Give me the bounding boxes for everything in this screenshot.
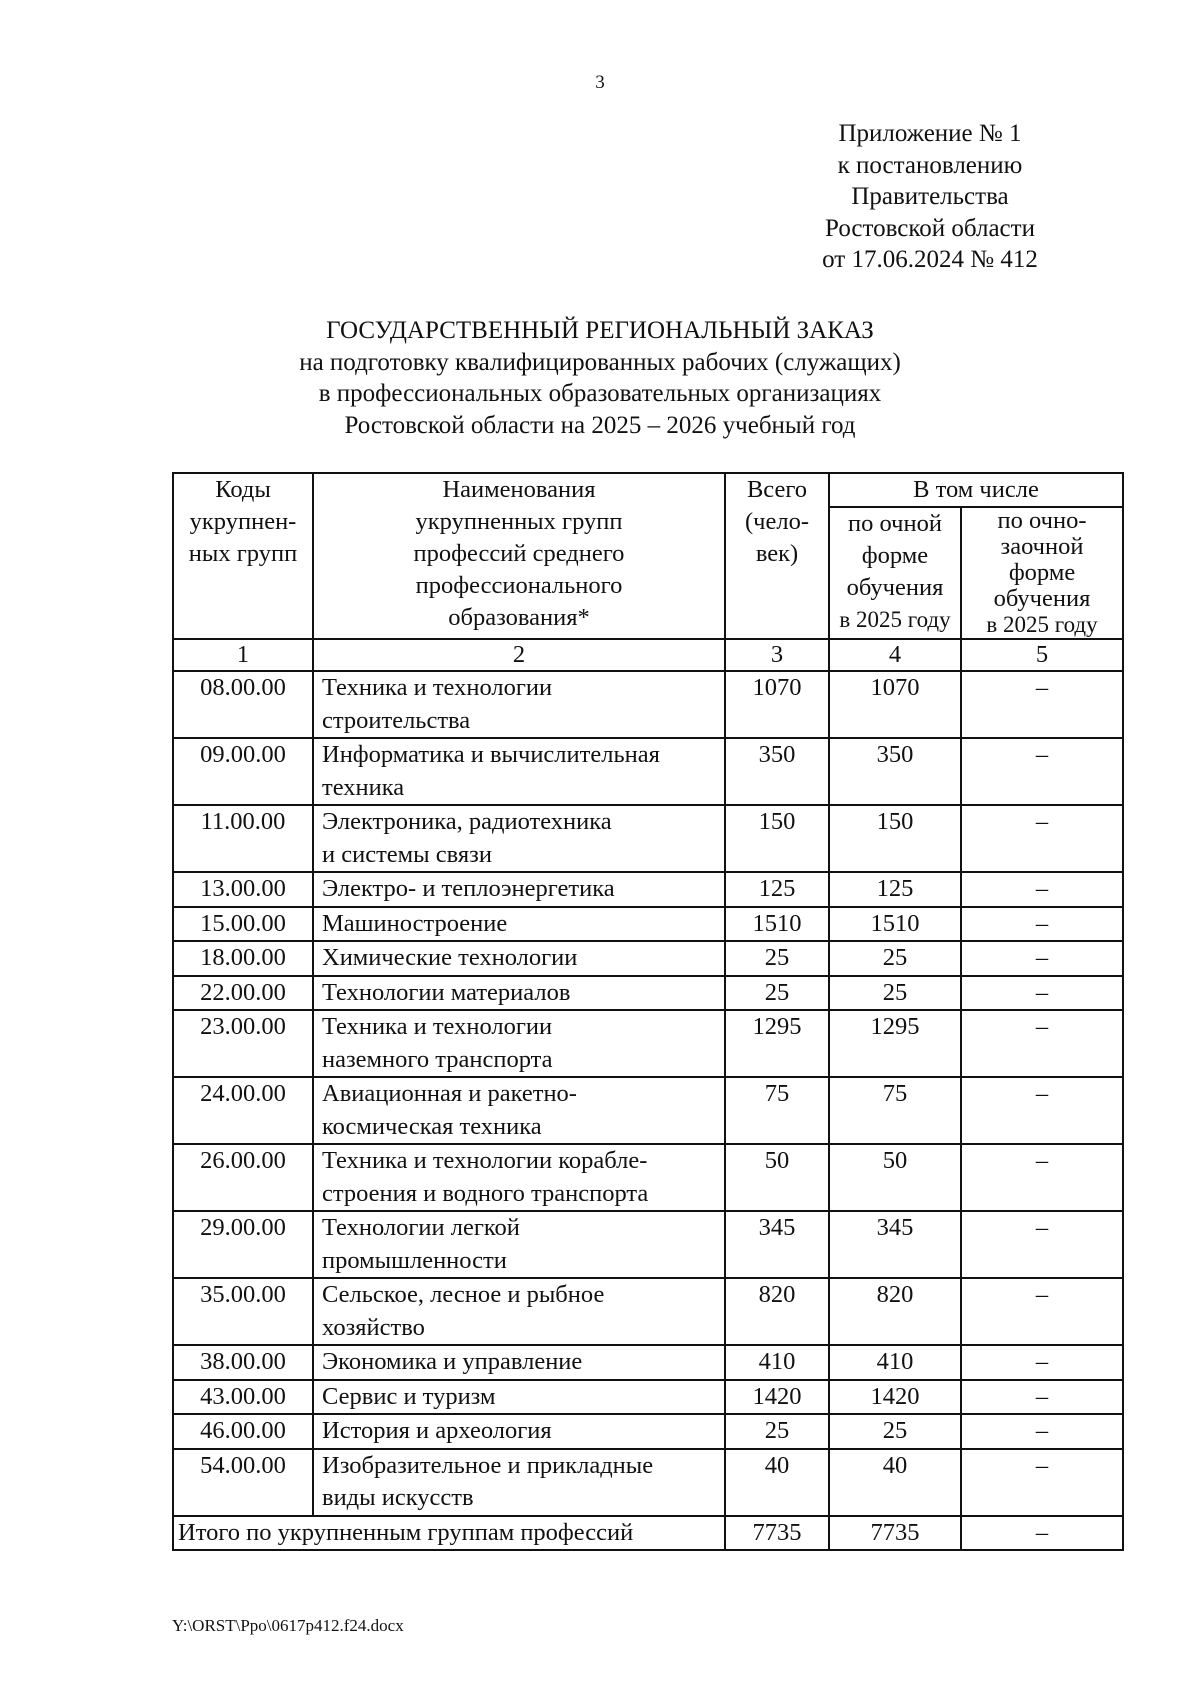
column-number: 2	[313, 639, 725, 671]
row-name-line: космическая техника	[322, 1112, 542, 1140]
row-name-line: Техника и технологии	[322, 674, 553, 701]
title-line: Ростовской области на 2025 – 2026 учебный год	[344, 411, 856, 439]
row-code: 35.00.00	[173, 1278, 313, 1345]
row-full-time: 150	[829, 805, 961, 872]
total-all: 7735	[725, 1516, 829, 1551]
row-total: 410	[725, 1345, 829, 1380]
table-row	[173, 872, 1123, 907]
table-row	[173, 738, 1123, 805]
row-full-time: 75	[829, 1077, 961, 1144]
row-total: 1510	[725, 907, 829, 942]
row-name	[313, 1449, 725, 1516]
row-part-time: –	[961, 976, 1123, 1011]
appendix-line: к постановлению	[837, 151, 1023, 179]
row-part-time: –	[961, 1077, 1123, 1144]
row-name	[313, 671, 725, 738]
table-body	[173, 671, 1123, 1516]
row-code: 18.00.00	[173, 941, 313, 976]
header-full-time: по очной форме обучения в 2025 году	[829, 507, 961, 639]
row-name-line: Технологии материалов	[322, 978, 571, 1006]
row-code: 23.00.00	[173, 1010, 313, 1077]
appendix-line: Правительства	[851, 183, 1009, 210]
row-part-time: –	[961, 907, 1123, 942]
row-name	[313, 1077, 725, 1144]
row-name-line: Химические технологии	[322, 944, 578, 971]
column-number: 1	[173, 639, 313, 671]
row-part-time: –	[961, 941, 1123, 976]
row-part-time: –	[961, 1449, 1123, 1516]
row-part-time: –	[961, 738, 1123, 805]
row-name-line: Экономика и управление	[322, 1348, 583, 1375]
row-total: 1420	[725, 1380, 829, 1415]
row-name-line: хозяйство	[322, 1313, 425, 1341]
header-including: В том числе	[829, 473, 1123, 507]
row-name-line: строения и водного транспорта	[322, 1179, 649, 1207]
row-total: 50	[725, 1144, 829, 1211]
appendix-line: Приложение № 1	[838, 120, 1022, 147]
row-name-line: Сельское, лесное и рыбное	[322, 1281, 605, 1308]
row-full-time: 125	[829, 872, 961, 907]
row-part-time: –	[961, 1414, 1123, 1449]
column-number: 3	[725, 639, 829, 671]
table-row	[173, 976, 1123, 1011]
row-full-time: 25	[829, 976, 961, 1011]
footer-file-path: Y:\ORST\Ppo\0617p412.f24.docx	[172, 1616, 404, 1635]
row-name-line: Техника и технологии	[322, 1013, 553, 1040]
column-number: 4	[829, 639, 961, 671]
row-name-line: и системы связи	[322, 840, 492, 868]
row-name-line: Электроника, радиотехника	[322, 808, 612, 835]
row-name	[313, 805, 725, 872]
row-code: 43.00.00	[173, 1380, 313, 1415]
row-code: 08.00.00	[173, 671, 313, 738]
row-part-time: –	[961, 1345, 1123, 1380]
table-row	[173, 941, 1123, 976]
row-code: 22.00.00	[173, 976, 313, 1011]
column-numbers-row	[173, 639, 1123, 671]
table-row	[173, 805, 1123, 872]
row-name	[313, 941, 725, 976]
page-number: 3	[595, 72, 605, 93]
row-code: 38.00.00	[173, 1345, 313, 1380]
header-codes: Коды укрупнен- ных групп	[173, 473, 313, 639]
row-part-time: –	[961, 1380, 1123, 1415]
row-name	[313, 1010, 725, 1077]
row-part-time: –	[961, 671, 1123, 738]
row-name	[313, 1414, 725, 1449]
row-name-line: виды искусств	[322, 1484, 474, 1511]
table-row	[173, 1278, 1123, 1345]
table-row	[173, 1077, 1123, 1144]
row-name	[313, 1211, 725, 1278]
row-name-line: наземного транспорта	[322, 1045, 553, 1073]
row-total: 345	[725, 1211, 829, 1278]
row-name	[313, 1380, 725, 1415]
header-total: Всего (чело- век)	[725, 473, 829, 639]
table-row	[173, 1414, 1123, 1449]
row-name-line: Сервис и туризм	[322, 1382, 496, 1410]
row-full-time: 50	[829, 1144, 961, 1211]
row-name-line: строительства	[322, 706, 471, 734]
row-part-time: –	[961, 1144, 1123, 1211]
row-code: 26.00.00	[173, 1144, 313, 1211]
row-code: 11.00.00	[173, 805, 313, 872]
row-part-time: –	[961, 872, 1123, 907]
row-name-line: Изобразительное и прикладные	[322, 1451, 654, 1479]
row-name-line: История и археология	[322, 1417, 552, 1444]
row-full-time: 350	[829, 738, 961, 805]
row-full-time: 25	[829, 941, 961, 976]
row-name	[313, 1345, 725, 1380]
row-total: 150	[725, 805, 829, 872]
row-full-time: 40	[829, 1449, 961, 1516]
column-number: 5	[961, 639, 1123, 671]
regional-order-table	[172, 472, 1124, 1551]
row-full-time: 25	[829, 1414, 961, 1449]
appendix-block	[780, 118, 1080, 276]
row-total: 25	[725, 941, 829, 976]
title-line: в профессиональных образовательных организациях	[318, 380, 882, 407]
row-full-time: 1420	[829, 1380, 961, 1415]
row-name	[313, 976, 725, 1011]
row-total: 1070	[725, 671, 829, 738]
row-total: 125	[725, 872, 829, 907]
row-name-line: Электро- и теплоэнергетика	[322, 875, 615, 902]
row-total: 820	[725, 1278, 829, 1345]
row-full-time: 1295	[829, 1010, 961, 1077]
table-row	[173, 1211, 1123, 1278]
row-total: 25	[725, 976, 829, 1011]
title-line: ГОСУДАРСТВЕННЫЙ РЕГИОНАЛЬНЫЙ ЗАКАЗ	[326, 317, 874, 344]
total-label: Итого по укрупненным группам профессий	[173, 1516, 725, 1551]
row-code: 13.00.00	[173, 872, 313, 907]
total-full-time: 7735	[829, 1516, 961, 1551]
row-total: 350	[725, 738, 829, 805]
row-code: 15.00.00	[173, 907, 313, 942]
row-part-time: –	[961, 1211, 1123, 1278]
row-code: 09.00.00	[173, 738, 313, 805]
document-title	[0, 315, 1200, 441]
row-full-time: 1510	[829, 907, 961, 942]
table-row	[173, 1010, 1123, 1077]
total-part-time: –	[961, 1516, 1123, 1551]
row-part-time: –	[961, 805, 1123, 872]
row-code: 24.00.00	[173, 1077, 313, 1144]
total-row	[173, 1516, 1123, 1551]
row-total: 75	[725, 1077, 829, 1144]
row-full-time: 345	[829, 1211, 961, 1278]
table-row	[173, 1449, 1123, 1516]
row-name-line: Машиностроение	[322, 909, 508, 937]
header-names: Наименования укрупненных групп профессий среднего профессионального образования*	[313, 473, 725, 639]
appendix-line: Ростовской области	[825, 214, 1035, 242]
row-name-line: Технологии легкой	[322, 1214, 520, 1241]
row-total: 40	[725, 1449, 829, 1516]
row-name	[313, 907, 725, 942]
appendix-line: от 17.06.2024 № 412	[822, 246, 1038, 273]
table-row	[173, 1380, 1123, 1415]
row-name-line: Техника и технологии корабле-	[322, 1147, 648, 1174]
row-name	[313, 1144, 725, 1211]
row-part-time: –	[961, 1278, 1123, 1345]
row-full-time: 1070	[829, 671, 961, 738]
row-name-line: Авиационная и ракетно-	[322, 1080, 577, 1107]
table-row	[173, 1345, 1123, 1380]
table-row	[173, 907, 1123, 942]
header-part-time: по очно- заочной форме обучения в 2025 году	[961, 507, 1123, 639]
row-total: 1295	[725, 1010, 829, 1077]
row-name-line: Информатика и вычислительная	[322, 741, 660, 768]
table-row	[173, 671, 1123, 738]
row-code: 46.00.00	[173, 1414, 313, 1449]
row-name	[313, 1278, 725, 1345]
row-name	[313, 872, 725, 907]
title-line: на подготовку квалифицированных рабочих (служащих)	[299, 348, 901, 376]
row-name	[313, 738, 725, 805]
row-total: 25	[725, 1414, 829, 1449]
row-name-line: промышленности	[322, 1246, 507, 1274]
table-row	[173, 1144, 1123, 1211]
row-code: 29.00.00	[173, 1211, 313, 1278]
row-name-line: техника	[322, 773, 405, 801]
row-full-time: 410	[829, 1345, 961, 1380]
row-part-time: –	[961, 1010, 1123, 1077]
row-full-time: 820	[829, 1278, 961, 1345]
row-code: 54.00.00	[173, 1449, 313, 1516]
